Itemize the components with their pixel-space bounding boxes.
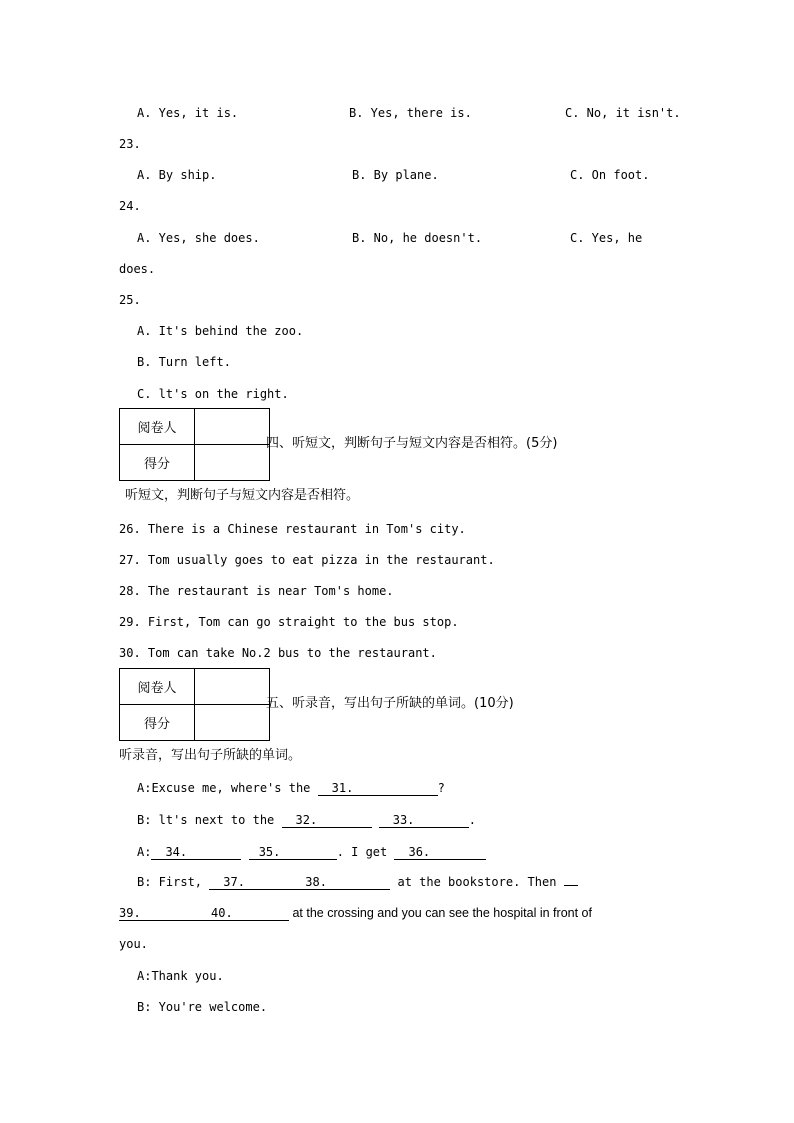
section4-title: 四、听短文，判断句子与短文内容是否相符。(5分): [266, 436, 558, 451]
blank-31[interactable]: 31.: [318, 781, 438, 796]
section5-instruction: 听录音，写出句子所缺的单词。: [119, 748, 302, 763]
q23-option-a: A. By ship.: [137, 168, 217, 182]
q25-number: 25.: [119, 293, 141, 307]
blank-34[interactable]: 34.: [151, 845, 241, 860]
q25-option-c: C. lt's on the right.: [137, 387, 289, 401]
blank-36[interactable]: 36.: [394, 845, 486, 860]
grader-label: 阅卷人: [120, 669, 195, 705]
blank-39[interactable]: 39.: [119, 906, 205, 921]
q24-option-a: A. Yes, she does.: [137, 231, 260, 245]
dialogue-line-5: 39. 40. at the crossing and you can see the hospital in front of: [119, 906, 592, 920]
blank-38[interactable]: 38.: [305, 875, 390, 890]
blank-35[interactable]: 35.: [249, 845, 337, 860]
dialogue-line-3: A: 34. 35. . I get 36.: [137, 844, 486, 860]
score-label: 得分: [120, 445, 195, 481]
q24-option-c-continued: does.: [119, 262, 156, 276]
dialogue-line-1: A:Excuse me, where's the 31. ?: [137, 781, 445, 795]
statement-27: 27. Tom usually goes to eat pizza in the restaurant.: [119, 553, 495, 567]
q24-number: 24.: [119, 199, 141, 213]
q25-option-a: A. It's behind the zoo.: [137, 324, 304, 338]
grader-cell: [195, 409, 270, 445]
blank-37[interactable]: 37.: [209, 875, 305, 890]
section4-instruction: 听短文，判断句子与短文内容是否相符。: [125, 488, 360, 503]
statement-26: 26. There is a Chinese restaurant in Tom's city.: [119, 522, 466, 536]
statement-28: 28. The restaurant is near Tom's home.: [119, 584, 394, 598]
blank-40[interactable]: 40.: [205, 906, 289, 921]
score-cell: [195, 445, 270, 481]
statement-30: 30. Tom can take No.2 bus to the restaurant.: [119, 646, 437, 660]
grader-cell: [195, 669, 270, 705]
score-cell: [195, 705, 270, 741]
q24-option-c: C. Yes, he: [570, 231, 643, 245]
q25-option-b: B. Turn left.: [137, 355, 231, 369]
q22-option-c: C. No, it isn't.: [565, 106, 681, 120]
dialogue-line-2: B: lt's next to the 32. 33. .: [137, 813, 476, 827]
dialogue-line-6: you.: [119, 937, 148, 951]
blank-39-start[interactable]: [564, 885, 578, 886]
blank-32[interactable]: 32.: [282, 813, 372, 828]
q23-option-b: B. By plane.: [352, 168, 439, 182]
dialogue-line-8: B: You're welcome.: [137, 1000, 268, 1014]
score-label: 得分: [120, 705, 195, 741]
grader-label: 阅卷人: [120, 409, 195, 445]
section4-score-table: [119, 408, 270, 481]
statement-29: 29. First, Tom can go straight to the bus stop.: [119, 615, 459, 629]
section5-score-table: [119, 668, 270, 741]
dialogue-line-4: B: First, 37. 38. at the bookstore. Then: [137, 874, 578, 890]
blank-33[interactable]: 33.: [379, 813, 469, 828]
dialogue-line-7: A:Thank you.: [137, 969, 224, 983]
q24-option-b: B. No, he doesn't.: [352, 231, 483, 245]
q22-option-a: A. Yes, it is.: [137, 106, 239, 120]
q22-option-b: B. Yes, there is.: [349, 106, 472, 120]
q23-number: 23.: [119, 137, 141, 151]
q23-option-c: C. On foot.: [570, 168, 650, 182]
section5-title: 五、听录音，写出句子所缺的单词。(10分): [266, 696, 514, 711]
